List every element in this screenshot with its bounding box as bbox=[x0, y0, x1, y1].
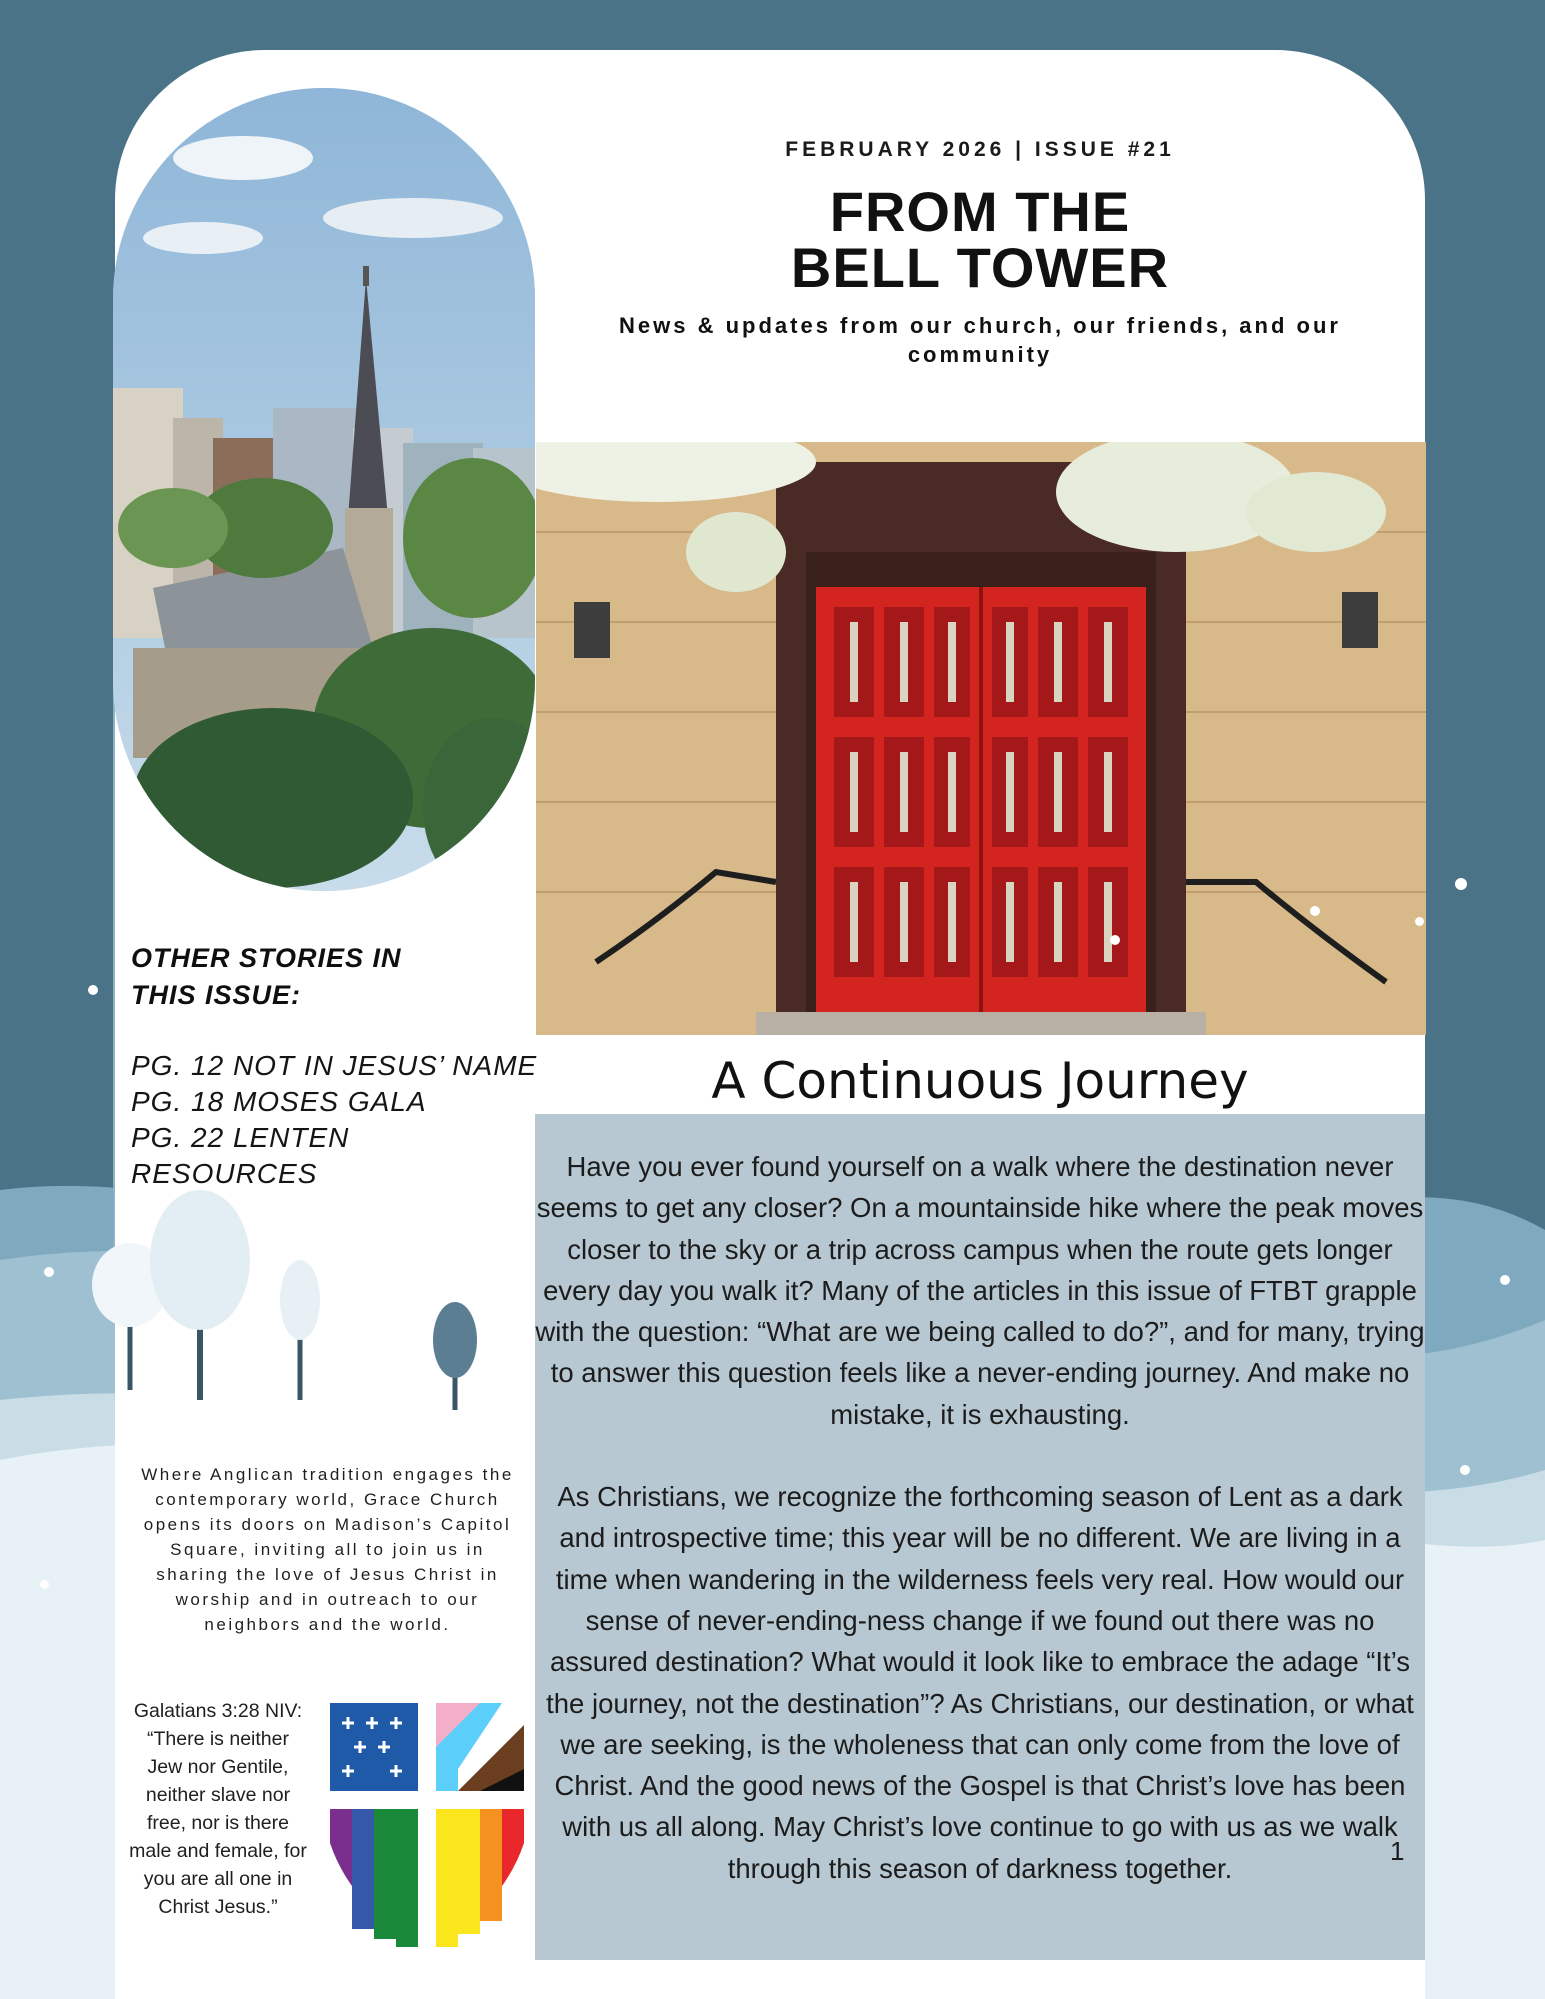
bible-verse: Galatians 3:28 NIV: “There is neither Jew nor Gentile, neither slave nor free, nor is there male and female, for you are all one in Christ Jesus.” bbox=[129, 1700, 307, 1918]
article-body bbox=[535, 1146, 1425, 1930]
other-stories-heading bbox=[131, 940, 531, 1014]
story-item[interactable]: PG. 22 LENTEN bbox=[131, 1122, 350, 1153]
mission-statement: Where Anglican tradition engages the contemporary world, Grace Church opens its doors on Madison’s Capitol Square, inviting all to join us in sharing the love of Jesus Christ in worship and in outreach to our neighbors and the world. bbox=[141, 1465, 514, 1634]
snowflake bbox=[44, 1267, 54, 1277]
snowflake bbox=[140, 1660, 149, 1669]
title-line-1: FROM THE bbox=[829, 180, 1131, 243]
church-steeple-photo bbox=[113, 88, 535, 891]
snowflake bbox=[1460, 1465, 1470, 1475]
page-number: 1 bbox=[1390, 1836, 1405, 1866]
other-stories-heading-line-2: THIS ISSUE: bbox=[131, 980, 302, 1010]
story-item[interactable]: PG. 18 MOSES GALA bbox=[131, 1086, 427, 1117]
newsletter-title bbox=[535, 180, 1425, 299]
snowflake bbox=[1455, 878, 1467, 890]
red-church-door-photo bbox=[536, 442, 1426, 1035]
snowflake bbox=[40, 1580, 49, 1589]
snowflake bbox=[434, 932, 444, 942]
winter-trees-decoration bbox=[70, 1190, 510, 1430]
snowflake bbox=[1415, 917, 1424, 926]
newsletter-subtitle: News & updates from our church, our friends, and our community bbox=[619, 313, 1341, 367]
story-item[interactable]: PG. 12 NOT IN JESUS’ NAME bbox=[131, 1050, 538, 1081]
episcopal-pride-shield-icon bbox=[330, 1703, 524, 1947]
other-stories-list bbox=[131, 1048, 541, 1192]
story-item[interactable]: RESOURCES bbox=[131, 1158, 318, 1189]
other-stories-heading-line-1: OTHER STORIES IN bbox=[131, 943, 402, 973]
title-line-2: BELL TOWER bbox=[790, 236, 1170, 299]
snowflake bbox=[88, 985, 98, 995]
snowflake bbox=[1500, 1275, 1510, 1285]
issue-line: FEBRUARY 2026 | ISSUE #21 bbox=[785, 138, 1175, 161]
article-title: A Continuous Journey bbox=[711, 1052, 1249, 1110]
article-paragraph-2: As Christians, we recognize the forthcoming season of Lent as a dark and introspective time; this year will be no different. We are living in a time when wandering in the wilderness feels very real. How would our sense of never-ending-ness change if we found out there was no assured destination? What would it look like to embrace the adage “It’s the journey, not the destination”? As Christians, our destination, or what we are seeking, is the wholeness that can only come from the love of Christ. And the good news of the Gospel is that Christ’s love has been with us all along. May Christ’s love continue to go with us as we walk through this season of darkness together. bbox=[546, 1481, 1414, 1884]
snowflake bbox=[420, 1222, 429, 1231]
snowflake bbox=[1110, 935, 1120, 945]
article-paragraph-1: Have you ever found yourself on a walk where the destination never seems to get any closer? On a mountainside hike where the peak moves closer to the sky or a trip across campus when the route gets longer every day you walk it? Many of the articles in this issue of FTBT grapple with the question: “What are we being called to do?”, and for many, trying to answer this question feels like a never-ending journey. And make no mistake, it is exhausting. bbox=[535, 1151, 1425, 1430]
snowflake bbox=[1310, 906, 1320, 916]
